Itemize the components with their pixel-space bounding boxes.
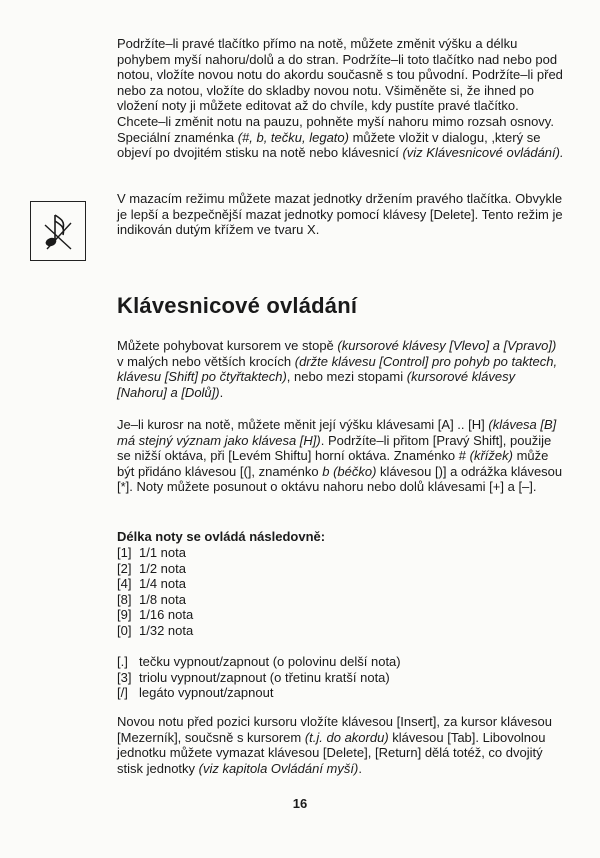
key-label: [3] (117, 669, 132, 685)
text-run: , nebo mezi stopami (286, 369, 407, 385)
paragraph-insert-delete-keys (117, 714, 565, 776)
text-run: V mazacím režimu můžete mazat jednotky držením pravého tlačítka. Obvykle je lepší a bezpečnější mazat jednotky pomocí klávesy [Delete]. Tento režim je indikován dutým křížem ve tvaru X. (117, 191, 563, 238)
italic-run: (viz Klávesnicové ovládání). (402, 145, 564, 161)
list-item (117, 654, 401, 670)
item-label: legáto vypnout/zapnout (139, 685, 274, 701)
list-item (117, 561, 193, 577)
list-item (117, 685, 401, 701)
italic-run: (viz kapitola Ovládání myší) (198, 760, 359, 776)
item-label: 1/2 nota (139, 560, 186, 576)
key-label: [.] (117, 654, 128, 669)
italic-run: (kursorové klávesy [Vlevo] a [Vpravo]) (337, 338, 557, 353)
italic-run: (klávesa [B] má stejný význam jako klávesa [H]) (117, 417, 557, 448)
key-label: [0] (117, 622, 132, 638)
text-run: Je–li kurosr na notě, můžete měnit její výšku klávesami [A] .. [H] (117, 417, 489, 432)
text-run: klávesou [)] a odrážka klávesou [*]. Noty můžete posunout o oktávu nahoru nebo dolů klávesami [+] a [–]. (117, 463, 563, 495)
note-length-lead: Délka noty se ovládá následovně: (117, 529, 326, 544)
list-item (117, 623, 193, 639)
delete-mode-box (30, 201, 86, 261)
list-item (117, 576, 193, 592)
item-label: triolu vypnout/zapnout (o třetinu kratší nota) (139, 669, 390, 685)
key-label: [8] (117, 591, 132, 607)
note-length-list (117, 545, 193, 639)
item-label: 1/32 nota (139, 622, 194, 638)
item-label: tečku vypnout/zapnout (o polovinu delší nota) (139, 654, 401, 669)
key-label: [9] (117, 607, 132, 623)
key-label: [4] (117, 576, 132, 592)
list-item (117, 592, 193, 608)
list-item (117, 545, 193, 561)
italic-run: (držte klávesu [Control] pro pohyb po taktech, klávesu [Shift] po čtyřtaktech) (117, 353, 558, 385)
list-item (117, 607, 193, 623)
italic-run: (t.j. do akordu) (304, 729, 389, 745)
text-run: Můžete pohybovat kursorem ve stopě (117, 338, 338, 353)
key-label: [/] (117, 685, 128, 701)
text-run: může být přidáno klávesou [(], znaménko (117, 448, 549, 479)
paragraph-note-pitch (117, 417, 565, 495)
text-run: můžete vložit v dialogu, ,který se objeví po dvojitém stisku na notě nebo klávesnicí (117, 129, 541, 161)
item-label: 1/8 nota (139, 591, 186, 607)
text-run: . (219, 384, 224, 400)
item-label: 1/16 nota (139, 607, 194, 623)
item-label: 1/4 nota (139, 576, 186, 592)
italic-run: (kursorové klávesy [Nahoru] a [Dolů]) (117, 369, 516, 400)
text-run: . Podržíte–li přitom [Pravý Shift], použije se nižší oktáva, při [Levém Shiftu] horní oktáva. Znaménko # (117, 432, 552, 464)
page-number: 16 (292, 796, 308, 811)
italic-run: (#, b, tečku, legato) (237, 129, 349, 145)
paragraph-right-button-editing (117, 36, 565, 161)
section-heading: Klávesnicové ovládání (117, 293, 358, 318)
text-run: Novou notu před pozici kursoru vložíte klávesou [Insert], za kursor klávesou [Mezerník], součsně s kursorem (117, 714, 552, 745)
italic-run: b (béčko) (322, 463, 377, 479)
item-label: 1/1 nota (139, 545, 186, 560)
text-run: Podržíte–li pravé tlačítko přímo na notě, můžete změnit výšku a délku pohybem myší nahoru/dolů a do stran. Podržíte–li toto tlačítko nad nebo pod notou, vložíte novou notu do akordu současně s tou původní. Podržíte–li před nebo za notou, vložíte do skladby novou notu. Všiměněte si, že ihned po vložení noty ji můžete editovat až do chvíle, kdy pustíte pravé tlačítko. Chcete–li změnit notu na pauzu, pohněte myší nahoru mimo rozsah osnovy. Speciální znaménka (117, 36, 563, 145)
italic-run: (křížek) (469, 448, 513, 464)
list-item (117, 670, 401, 686)
paragraph-cursor-movement (117, 338, 565, 400)
text-run: klávesou [Tab]. Libovolnou jednotku můžete vymazat klávesou [Delete], [Return] dělá totéž, co dvojitý stisk jednotky (117, 729, 546, 776)
paragraph-delete-mode (117, 191, 565, 238)
key-label: [2] (117, 560, 132, 576)
crossed-note-icon (41, 211, 77, 253)
key-label: [1] (117, 545, 132, 560)
text-run: . (358, 760, 362, 776)
note-modifier-list (117, 654, 401, 701)
text-run: v malých nebo větších krocích (117, 353, 295, 369)
